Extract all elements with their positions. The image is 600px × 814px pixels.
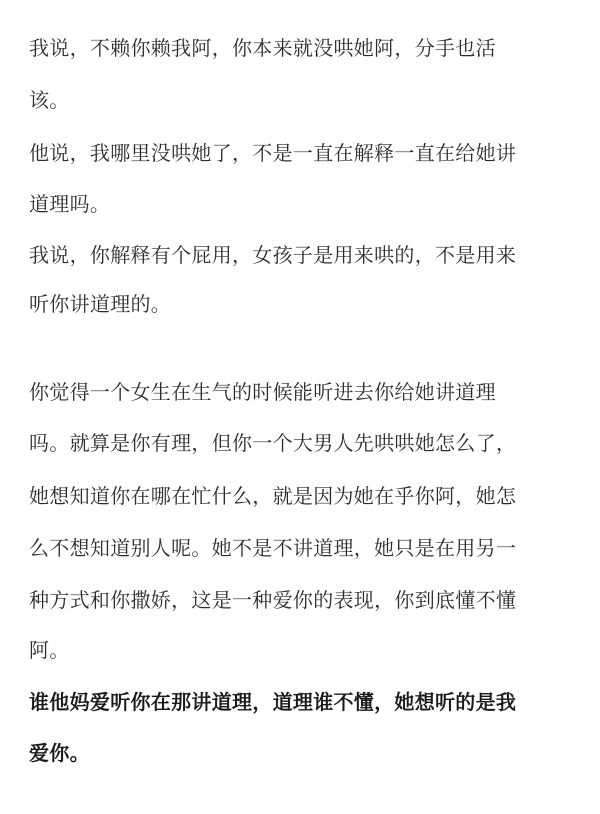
paragraph-3-line-1: 我说，你解释有个屁用，女孩子是用来哄的，不是用来 <box>29 243 517 267</box>
paragraph-1-line-2: 该。 <box>29 88 70 112</box>
paragraph-1-line-1: 我说，不赖你赖我阿，你本来就没哄她阿，分手也活 <box>29 36 496 60</box>
paragraph-4-line-1: 你觉得一个女生在生气的时候能听进去你给她讲道理 <box>29 380 496 404</box>
paragraph-5-line-1: 谁他妈爱听你在那讲道理，道理谁不懂，她想听的是我 <box>29 690 517 714</box>
paragraph-4-line-2: 吗。就算是你有理，但你一个大男人先哄哄她怎么了， <box>29 431 517 455</box>
paragraph-2-line-2: 道理吗。 <box>29 192 111 216</box>
paragraph-2-line-1: 他说，我哪里没哄她了，不是一直在解释一直在给她讲 <box>29 141 517 165</box>
paragraph-4-line-3: 她想知道你在哪在忙什么，就是因为她在乎你阿，她怎 <box>29 484 517 508</box>
paragraph-5-line-2: 爱你。 <box>29 741 90 765</box>
paragraph-4-line-5: 种方式和你撒娇，这是一种爱你的表现，你到底懂不懂 <box>29 588 517 612</box>
paragraph-3-line-2: 听你讲道理的。 <box>29 292 172 316</box>
paragraph-4-line-6: 阿。 <box>29 638 70 662</box>
paragraph-4-line-4: 么不想知道别人呢。她不是不讲道理，她只是在用另一 <box>29 536 517 560</box>
